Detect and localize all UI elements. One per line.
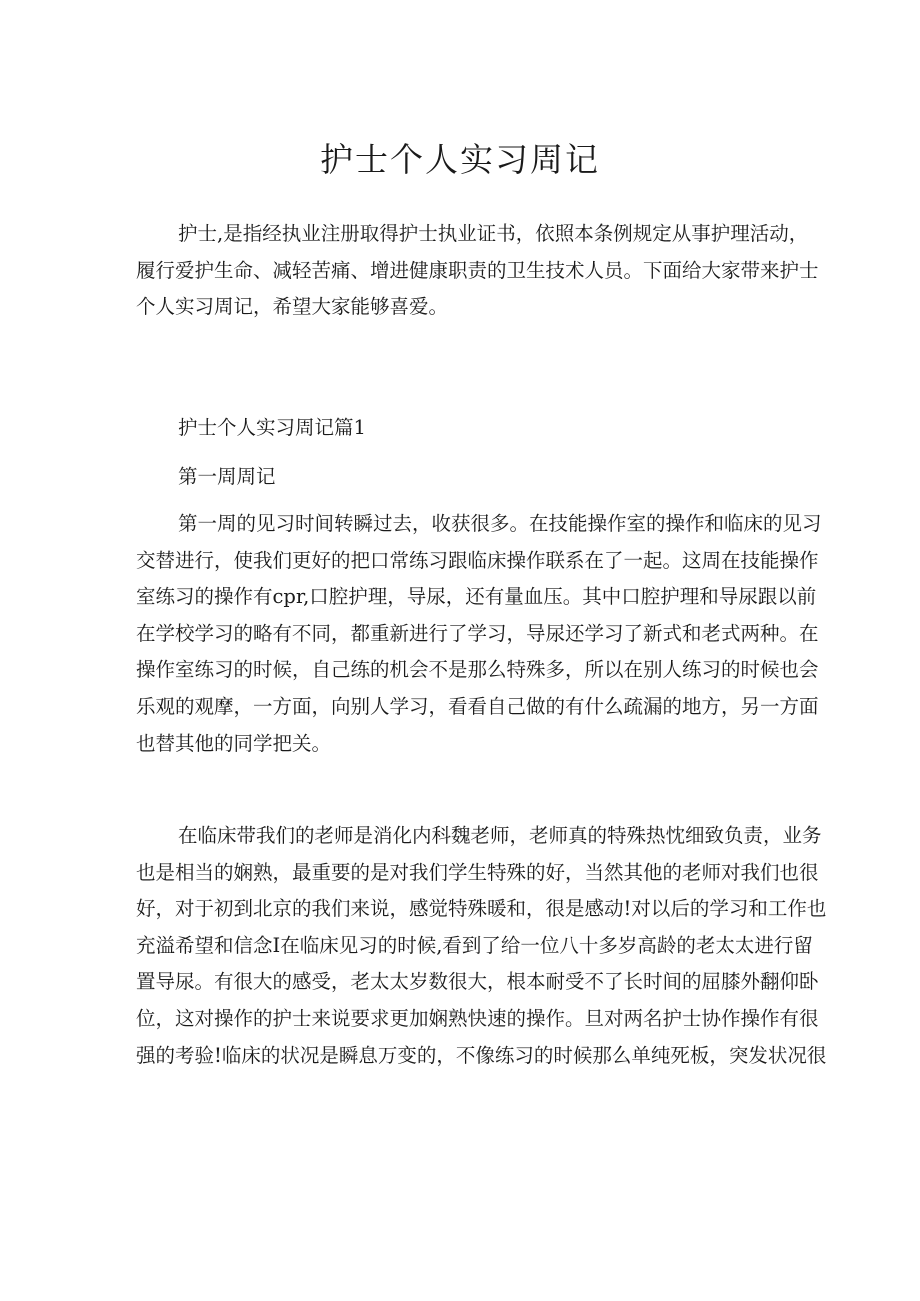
intro-line-2: 履行爱护生命、减轻苦痛、增进健康职责的卫生技术人员。下面给大家带来护士 bbox=[136, 258, 819, 282]
p1-line-4: 在学校学习的略有不同，都重新进行了学习，导尿还学习了新式和老式两种。在 bbox=[136, 621, 819, 645]
intro-line-3: 个人实习周记，希望大家能够喜爱。 bbox=[136, 295, 449, 319]
week-heading: 第一周周记 bbox=[178, 465, 276, 488]
section-heading: 护士个人实习周记篇1 bbox=[178, 416, 366, 439]
p2-line-2: 也是相当的娴熟，最重要的是对我们学生特殊的好，当然其他的老师对我们也很 bbox=[136, 860, 819, 884]
p2-line-4: 充溢希望和信念I在临床见习的时候,看到了给一位八十多岁高龄的老太太进行留 bbox=[136, 933, 813, 957]
p2-line-3: 好，对于初到北京的我们来说，感觉特殊暖和，很是感动!对以后的学习和工作也 bbox=[136, 897, 827, 921]
p2-line-6: 位，这对操作的护士来说要求更加娴熟快速的操作。旦对两名护士协作操作有很 bbox=[136, 1006, 819, 1030]
p1-line-5: 操作室练习的时候，自己练的机会不是那么特殊多，所以在别人练习的时候也会 bbox=[136, 658, 819, 682]
document-title: 护士个人实习周记 bbox=[320, 140, 600, 179]
p2-line-5: 置导尿。有很大的感受，老太太岁数很大，根本耐受不了长时间的屈膝外翻仰卧 bbox=[136, 970, 819, 994]
p2-line-7: 强的考验!临床的状况是瞬息万变的，不像练习的时候那么单纯死板，突发状况很 bbox=[136, 1043, 827, 1067]
p1-line-2: 交替进行，使我们更好的把口常练习跟临床操作联系在了一起。这周在技能操作 bbox=[136, 548, 819, 572]
intro-line-1: 护士,是指经执业注册取得护士执业证书，依照本条例规定从事护理活动， bbox=[178, 222, 809, 245]
p1-line-6: 乐观的观摩，一方面，向别人学习，看看自己做的有什么疏漏的地方，另一方面 bbox=[136, 694, 819, 718]
paragraph-1 bbox=[136, 506, 822, 762]
p1-line-3: 室练习的操作有cpr,口腔护理，导尿，还有量血压。其中口腔护理和导尿跟以前 bbox=[136, 585, 817, 609]
paragraph-2 bbox=[136, 818, 827, 1074]
p1-line-7: 也替其他的同学把关。 bbox=[136, 731, 332, 755]
p2-line-1: 在临床带我们的老师是消化内科魏老师，老师真的特殊热忱细致负责，业务 bbox=[178, 824, 822, 847]
intro-paragraph bbox=[136, 216, 819, 326]
p1-line-1: 第一周的见习时间转瞬过去，收获很多。在技能操作室的操作和临床的见习 bbox=[178, 512, 822, 535]
